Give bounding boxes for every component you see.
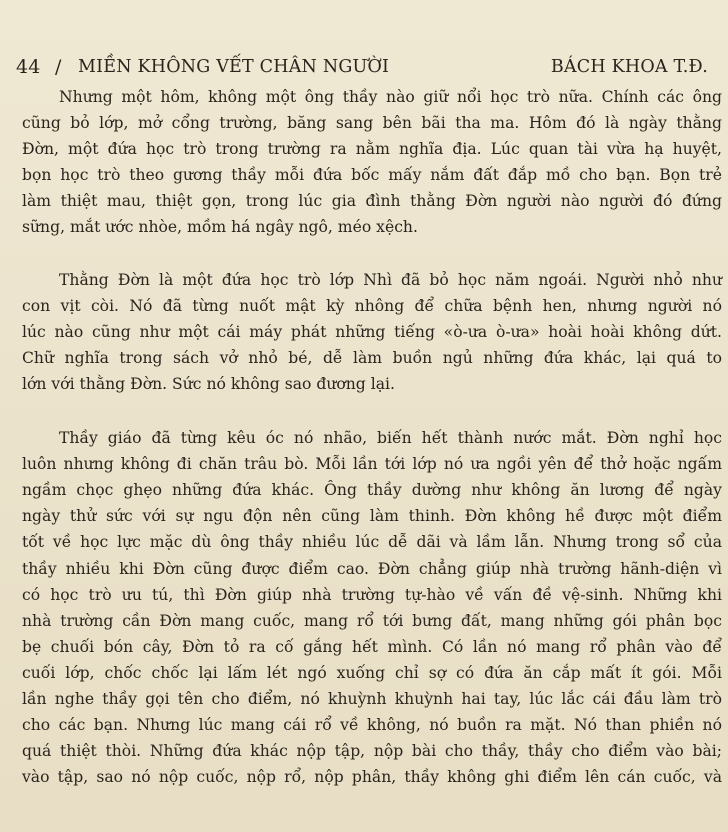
text-line: vào tập, sao nó nộp cuốc, nộp rổ, nộp phân, thầy không ghi điểm lên cán cuốc, và — [22, 768, 722, 787]
chapter-title: MIỀN KHÔNG VẾT CHÂN NGƯỜI — [78, 57, 390, 77]
text-line: cuối lớp, chốc chốc lại lấm lét ngó xuống chỉ sợ có đứa ăn cắp mất ít gói. Mỗi — [22, 663, 722, 682]
text-line: cũng bỏ lớp, mở cổng trường, băng sang bên bãi tha ma. Hôm đó là ngày thằng — [22, 114, 722, 133]
running-header — [16, 56, 708, 86]
text-line: tốt về học lực mặc dù ông thầy nhiều lúc dễ dãi và lầm lẫn. Nhưng trong sổ của — [22, 533, 722, 552]
text-line: Đờn, một đứa học trò trong trường ra nằm nghĩa địa. Lúc quan tài vừa hạ huyệt, — [22, 140, 722, 159]
paragraph-3 — [22, 425, 722, 790]
text-line: thầy nhiều khi Đờn cũng được điểm cao. Đờn chẳng giúp nhà trường hãnh-diện vì — [22, 559, 722, 578]
text-line: Chữ nghĩa trong sách vở nhỏ bé, dễ làm buồn ngủ những đứa khác, lại quá to — [22, 348, 722, 367]
text-line: lớn với thằng Đờn. Sức nó không sao đương lại. — [22, 374, 395, 393]
text-line: làm thiệt mau, thiệt gọn, trong lúc gia đình thằng Đờn người nào người đó đứng — [22, 192, 722, 211]
text-line: cho các bạn. Nhưng lúc mang cái rổ về không, nó buồn ra mặt. Nó than phiền nó — [22, 716, 722, 735]
text-line: bẹ chuối bón cây, Đờn tỏ ra cố gắng hết mình. Có lần nó mang rổ phân vào để — [22, 637, 722, 656]
header-separator: / — [55, 56, 62, 78]
paragraph-2 — [22, 267, 722, 397]
text-line: nhà trường cần Đờn mang cuốc, mang rổ tới bưng đất, mang những gói phân bọc — [22, 611, 722, 630]
text-line: ngày thử sức với sự ngu độn nên cũng làm thinh. Đờn không hề được một điểm — [22, 507, 722, 526]
text-line: Thằng Đờn là một đứa học trò lớp Nhì đã bỏ học năm ngoái. Người nhỏ như — [59, 270, 722, 289]
text-line: lúc nào cũng như một cái máy phát những tiếng «ò-ưa ò-ưa» hoài hoài không dứt. — [22, 322, 722, 341]
text-line: Nhưng một hôm, không một ông thầy nào giữ nổi học trò nữa. Chính các ông — [59, 88, 722, 106]
body-text — [22, 84, 722, 790]
text-line: có học trò ưu tú, thì Đờn giúp nhà trường tự-hào về vấn đề vệ-sinh. Những khi — [22, 585, 722, 604]
journal-name: BÁCH KHOA T.Đ. — [550, 57, 708, 77]
text-line: ngầm chọc ghẹo những đứa khác. Ông thầy dường như không ăn lương để ngày — [22, 481, 722, 500]
page-number: 44 — [16, 56, 41, 78]
text-line: lần nghe thầy gọi tên cho điểm, nó khuỳnh khuỳnh hai tay, lúc lắc cái đầu làm trò — [22, 689, 722, 708]
text-line: bọn học trò theo gương thầy mỗi đứa bốc mấy nắm đất đắp mồ cho bạn. Bọn trẻ — [22, 166, 722, 185]
text-line: sững, mắt ước nhòe, mồm há ngây ngô, méo xệch. — [22, 218, 418, 237]
paragraph-1 — [22, 84, 722, 241]
text-line: quá thiệt thòi. Những đứa khác nộp tập, nộp bài cho thầy, thầy cho điểm vào bài; — [22, 742, 722, 761]
text-line: luôn nhưng không đi chăn trâu bò. Mỗi lần tới lớp nó ưa ngồi yên để thở hoặc ngấm — [22, 455, 722, 474]
text-line: Thầy giáo đã từng kêu óc nó nhão, biến hết thành nước mắt. Đờn nghỉ học — [59, 429, 722, 448]
text-line: con vịt còi. Nó đã từng nuốt mật kỳ nhông để chữa bệnh hen, nhưng người nó — [22, 296, 722, 315]
